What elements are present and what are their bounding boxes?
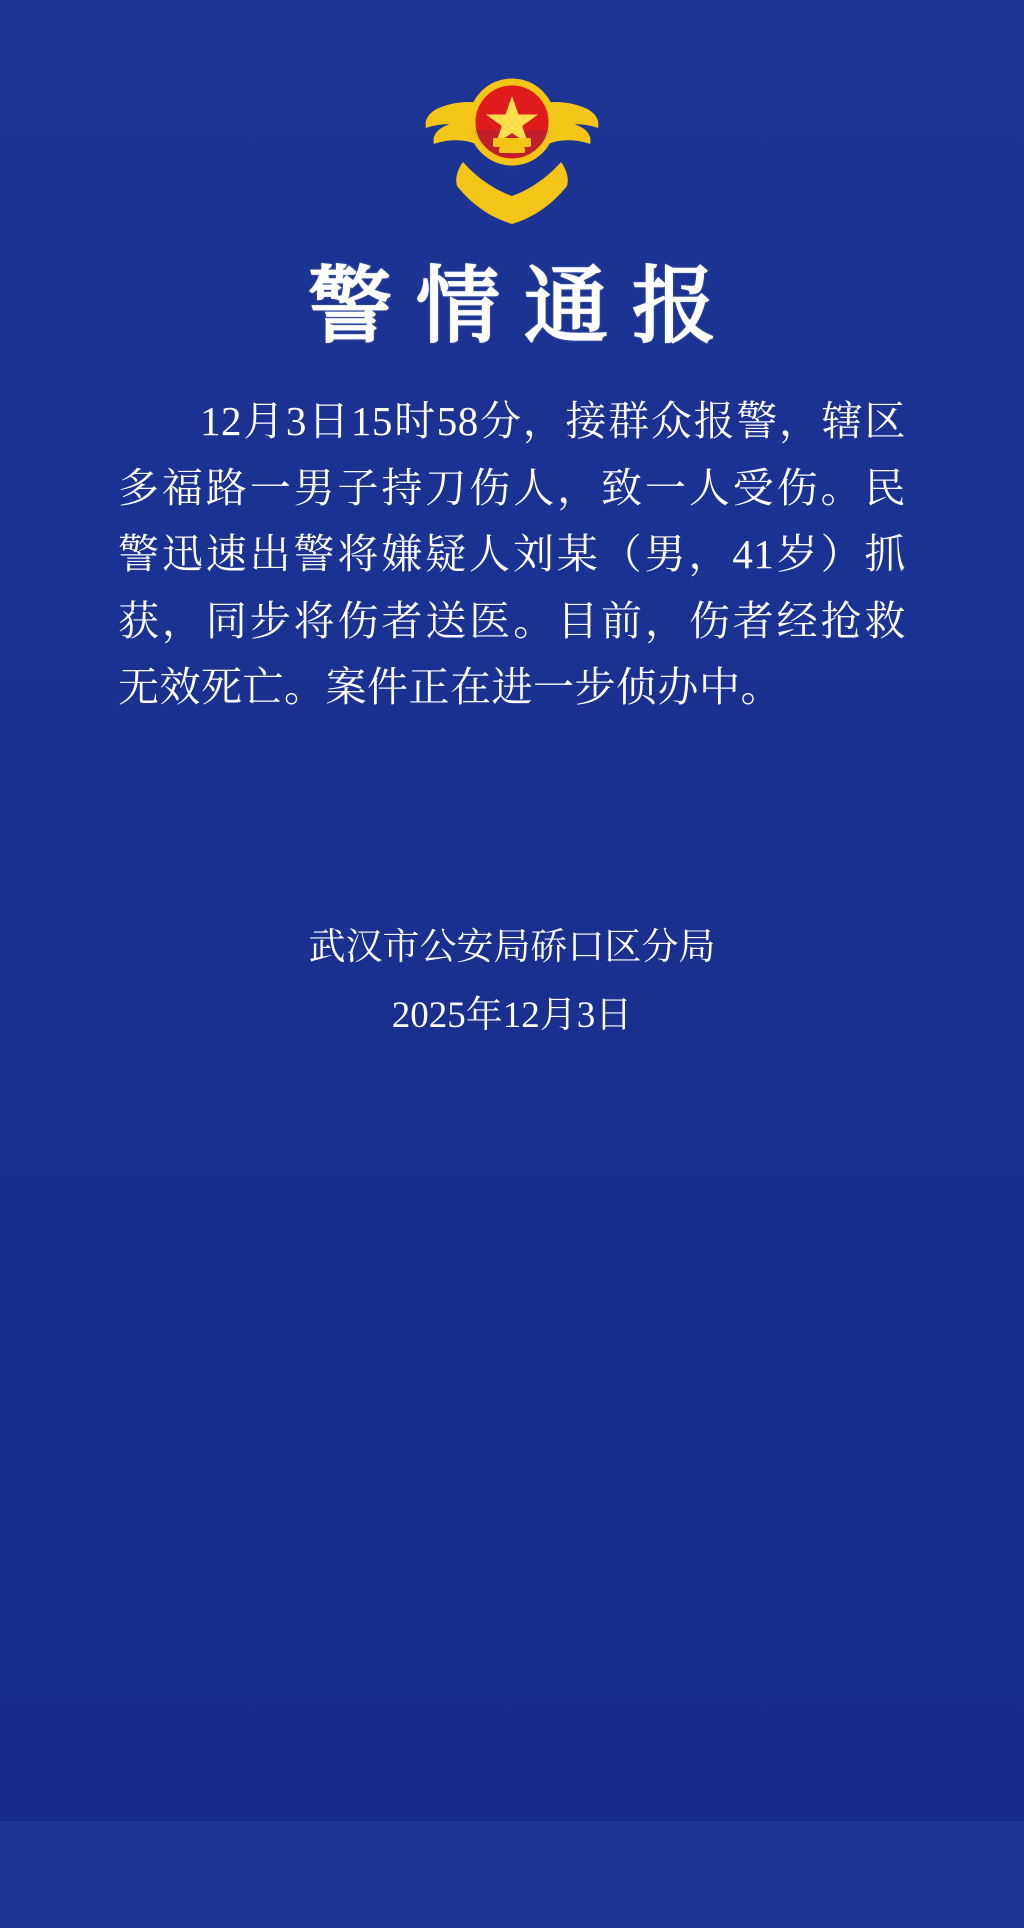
issue-date: 2025年12月3日 <box>391 995 633 1037</box>
empty-space <box>0 1048 1024 1928</box>
issuing-organization: 武汉市公安局硚口区分局 <box>308 927 716 969</box>
page-title: 警情通报 <box>307 261 740 354</box>
emblem-container <box>0 0 1024 234</box>
notice-body <box>118 388 906 720</box>
notice-body-text: 12月3日15时58分，接群众报警，辖区多福路一男子持刀伤人，致一人受伤。民警迅速出警将嫌疑人刘某（男，41岁）抓获，同步将伤者送医。目前，伤者经抢救无效死亡。案件正在进一步侦办中。 <box>118 398 906 711</box>
china-police-badge-icon <box>417 66 607 234</box>
signature-block <box>0 916 1024 1047</box>
